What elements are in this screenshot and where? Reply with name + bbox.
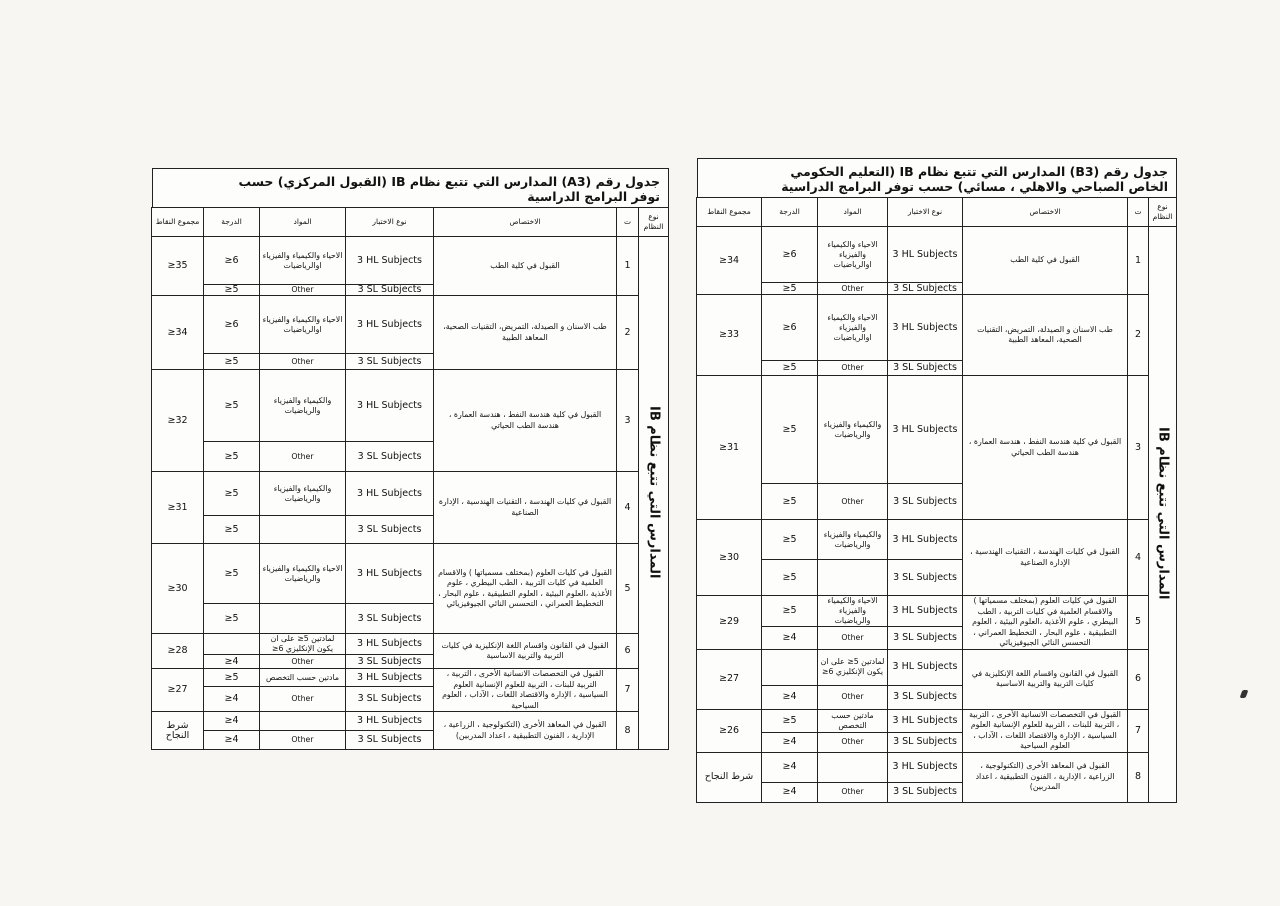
total-points: 34≤ [152,296,204,370]
grade-hl [762,649,818,685]
header-exam-type: نوع الاختبار [346,208,434,237]
header-num: ت [617,208,639,237]
grade-sl: 5≤ [204,354,260,370]
exam-type-sl: 3 SL Subjects [888,283,963,295]
table-b3-grid [696,197,1177,803]
specialization: القبول في كلية الطب [434,237,617,296]
grade-sl: 4≤ [762,685,818,709]
grade-hl: 5≤ [762,596,818,627]
exam-type-hl: 3 HL Subjects [888,227,963,283]
table-row [697,227,1177,283]
row-number: 5 [1128,596,1149,650]
grade-hl: 5≤ [204,472,260,516]
grade-sl: 4≤ [762,782,818,802]
subjects-hl [818,295,888,361]
exam-type-hl: 3 HL Subjects [888,649,963,685]
table-b3 [697,158,1177,803]
subjects-sl: Other [818,685,888,709]
exam-type-hl: 3 HL Subjects [888,295,963,361]
grade-hl: 6≤ [204,296,260,354]
exam-type-hl: 3 HL Subjects [346,296,434,354]
exam-type-hl: 3 HL Subjects [346,544,434,604]
subjects-hl [818,709,888,732]
table-row [152,712,669,731]
row-number: 8 [617,712,639,750]
total-points: 27≤ [152,669,204,712]
exam-type-sl: 3 SL Subjects [888,782,963,802]
row-number: 6 [1128,649,1149,709]
exam-type-sl: 3 SL Subjects [346,687,434,712]
grade-sl: 4≤ [204,655,260,669]
margin-mark [1240,690,1249,698]
exam-type-hl: 3 HL Subjects [888,709,963,732]
grade-sl: 5≤ [762,361,818,376]
exam-type-hl: 3 HL Subjects [888,752,963,782]
row-number: 3 [617,370,639,472]
table-b3-title: جدول رقم (B3) المدارس التي تتبع نظام IB (التعليم الحكومي الخاص الصباحي والاهلي ، مسائي) حسب توفر البرامج الدراسية [697,158,1177,197]
grade-sl: 5≤ [204,285,260,296]
table-row [697,295,1177,361]
specialization: القبول في كليات العلوم (بمختلف مسمياتها ) والاقسام العلمية في كليات التربية ، الطب البيطري ، علوم الأغذية ،العلوم البيئية ، العلوم التطبيقية ، علوم البحار ، التخطيط العمراني ، التحسس النائي الجيوفيزيائي [434,544,617,634]
grade-hl: 4≤ [204,712,260,731]
total-points: 30≤ [697,520,762,596]
exam-type-sl: 3 SL Subjects [346,285,434,296]
table-row [152,237,669,285]
subjects-hl [818,227,888,283]
subjects-hl-text: الاحياء والكيمياء والفيزياء اوالرياضيات [262,250,343,270]
specialization: طب الاسنان و الصيدلة، التمريض، التقنيات الصحية، المعاهد الطبية [434,296,617,370]
grade-sl: 5≤ [204,604,260,634]
subjects-hl [260,296,346,354]
exam-type-hl: 3 HL Subjects [346,370,434,442]
exam-type-hl: 3 HL Subjects [888,596,963,627]
subjects-sl: Other [260,731,346,750]
total-points: 33≤ [697,295,762,376]
row-number: 1 [1128,227,1149,295]
exam-type-sl: 3 SL Subjects [346,516,434,544]
specialization: القبول في القانون واقسام اللغة الإنكليزية في كليات التربية والتربية الاساسية [963,649,1128,709]
total-points: 30≤ [152,544,204,634]
subjects-hl [260,237,346,285]
header-row [152,208,669,237]
subjects-sl: Other [818,361,888,376]
row-number: 2 [617,296,639,370]
header-subjects: المواد [260,208,346,237]
subjects-sl: Other [818,484,888,520]
specialization: القبول في كليات العلوم (بمختلف مسمياتها ) والاقسام العلمية في كليات التربية ، الطب البيطري ، علوم الأغذية ،العلوم البيئية ، العلوم التطبيقية ، علوم البحار ، التخطيط العمراني ، التحسس النائي الجيوفيزيائي [963,596,1128,650]
specialization: القبول في كلية هندسة النفط ، هندسة العمارة ، هندسة الطب الحياتي [434,370,617,472]
table-row [697,709,1177,732]
total-points: 27≤ [697,649,762,709]
subjects-sl [260,516,346,544]
subjects-hl [818,649,888,685]
subjects-hl-text: الاحياء والكيمياء والفيزياء والرياضيات [827,596,878,626]
grade-hl: 4≤ [762,752,818,782]
header-total: مجموع النقاط [697,198,762,227]
subjects-sl [818,560,888,596]
row-number: 3 [1128,376,1149,520]
table-row [152,472,669,516]
grade-sl: 5≤ [204,442,260,472]
table-row [697,649,1177,685]
subjects-hl-text: مادتين حسب التخصص [831,710,874,730]
row-number: 4 [617,472,639,544]
table-row [697,596,1177,627]
grade-hl: 5≤ [762,376,818,484]
specialization: القبول في القانون واقسام اللغة الإنكليزية في كليات التربية والتربية الاساسية [434,634,617,669]
header-row [697,198,1177,227]
subjects-sl [260,604,346,634]
header-system-type: نوع النظام [639,208,669,237]
subjects-hl-text: لمادتين 5≤ على ان يكون الإنكليزي 6≤ [270,634,335,653]
subjects-hl-text: الاحياء والكيمياء والفيزياء والرياضيات [262,563,343,583]
grade-hl: 6≤ [204,237,260,285]
table-a3 [152,168,669,750]
subjects-sl: Other [818,732,888,752]
grade-sl: 4≤ [762,732,818,752]
subjects-hl [818,596,888,627]
row-number: 2 [1128,295,1149,376]
subjects-hl-text: الاحياء والكيمياء والفيزياء اوالرياضيات [827,312,878,342]
grade-hl: 5≤ [204,544,260,604]
header-grade: الدرجة [762,198,818,227]
table-row [697,376,1177,484]
system-name-cell [639,237,669,750]
grade-hl: 5≤ [762,520,818,560]
exam-type-sl: 3 SL Subjects [346,442,434,472]
subjects-hl-text: والكيمياء والفيزياء والرياضيات [823,419,882,439]
exam-type-hl: 3 HL Subjects [888,520,963,560]
table-row [697,520,1177,560]
subjects-sl: Other [818,283,888,295]
subjects-hl [260,472,346,516]
specialization: القبول في المعاهد الأخرى (التكنولوجية ، الزراعية ، الإدارية ، الفنون التطبيقية ، اعداد المدربين) [434,712,617,750]
row-number: 8 [1128,752,1149,802]
exam-type-sl: 3 SL Subjects [888,685,963,709]
exam-type-sl: 3 SL Subjects [888,484,963,520]
table-a3-title: جدول رقم (A3) المدارس التي تتبع نظام IB (القبول المركزي) حسب توفر البرامج الدراسية [152,168,669,207]
grade-hl: 5≤ [204,669,260,687]
total-points: 32≤ [152,370,204,472]
header-total: مجموع النقاط [152,208,204,237]
subjects-hl [818,520,888,560]
grade-hl: 6≤ [762,227,818,283]
exam-type-hl: 3 HL Subjects [888,376,963,484]
subjects-sl: Other [260,285,346,296]
exam-type-hl: 3 HL Subjects [346,634,434,655]
subjects-hl [260,370,346,442]
header-subjects: المواد [818,198,888,227]
exam-type-sl: 3 SL Subjects [346,655,434,669]
subjects-hl [260,544,346,604]
subjects-hl-text: الاحياء والكيمياء والفيزياء اوالرياضيات [827,239,878,269]
exam-type-hl: 3 HL Subjects [346,237,434,285]
header-grade: الدرجة [204,208,260,237]
row-number: 5 [617,544,639,634]
table-row [152,296,669,354]
grade-hl: 5≤ [762,709,818,732]
system-name-cell [1149,227,1177,803]
exam-type-sl: 3 SL Subjects [888,560,963,596]
total-points: 29≤ [697,596,762,650]
exam-type-hl: 3 HL Subjects [346,669,434,687]
grade-sl: 5≤ [204,516,260,544]
row-number: 7 [617,669,639,712]
subjects-hl [260,669,346,687]
total-points: 31≤ [152,472,204,544]
exam-type-sl: 3 SL Subjects [346,354,434,370]
total-points: 31≤ [697,376,762,520]
subjects-sl: Other [818,782,888,802]
subjects-sl: Other [260,687,346,712]
table-row [152,669,669,687]
specialization: القبول في المعاهد الأخرى (التكنولوجية ، الزراعية ، الإدارية ، الفنون التطبيقية ، اعداد المدربين) [963,752,1128,802]
table-row [697,752,1177,782]
system-name: المدارس التي تتبع نظام IB [646,405,662,579]
grade-sl: 4≤ [204,687,260,712]
subjects-hl-text: والكيمياء والفيزياء والرياضيات [273,483,332,503]
subjects-hl-text: والكيمياء والفيزياء والرياضيات [273,395,332,415]
subjects-hl-text: لمادتين 5≤ على ان يكون الإنكليزي 6≤ [820,657,885,676]
header-num: ت [1128,198,1149,227]
subjects-hl-text: والكيمياء والفيزياء والرياضيات [823,529,882,549]
subjects-sl: Other [260,354,346,370]
exam-type-sl: 3 SL Subjects [888,361,963,376]
specialization: طب الاسنان و الصيدلة، التمريض، التقنيات الصحية، المعاهد الطبية [963,295,1128,376]
subjects-sl: Other [818,627,888,649]
table-row [152,370,669,442]
total-points: شرط النجاح [697,752,762,802]
grade-hl: 5≤ [204,370,260,442]
row-number: 6 [617,634,639,669]
row-number: 1 [617,237,639,296]
total-points: 34≤ [697,227,762,295]
specialization: القبول في كلية الطب [963,227,1128,295]
specialization: القبول في التخصصات الانسانية الأخرى ، التربية ، التربية للبنات ، التربية للعلوم الإنسانية العلوم السياسية ، الإدارة والاقتصاد اللغات ، الآداب ، العلوم السياحية [963,709,1128,752]
row-number: 4 [1128,520,1149,596]
total-points: شرط النجاح [152,712,204,750]
grade-sl: 4≤ [762,627,818,649]
subjects-hl [260,712,346,731]
header-specialization: الاختصاص [963,198,1128,227]
header-system-type: نوع النظام [1149,198,1177,227]
subjects-hl [818,376,888,484]
subjects-sl: Other [260,442,346,472]
grade-hl [204,634,260,655]
table-row [152,634,669,655]
exam-type-sl: 3 SL Subjects [888,732,963,752]
total-points: 28≤ [152,634,204,669]
row-number: 7 [1128,709,1149,752]
exam-type-sl: 3 SL Subjects [346,731,434,750]
specialization: القبول في كليات الهندسة ، التقنيات الهندسية ، الإدارة الصناعية [434,472,617,544]
exam-type-hl: 3 HL Subjects [346,712,434,731]
specialization: القبول في التخصصات الانسانية الأخرى ، التربية ، التربية للبنات ، التربية للعلوم الإنسانية العلوم السياسية ، الإدارة والاقتصاد اللغات ، الآداب ، العلوم السياحية [434,669,617,712]
subjects-sl: Other [260,655,346,669]
table-a3-grid [151,207,669,750]
subjects-hl-text: مادتين حسب التخصص [265,672,340,682]
total-points: 35≤ [152,237,204,296]
grade-sl: 4≤ [204,731,260,750]
exam-type-hl: 3 HL Subjects [346,472,434,516]
specialization: القبول في كليات الهندسة ، التقنيات الهندسية ، الإدارة الصناعية [963,520,1128,596]
header-specialization: الاختصاص [434,208,617,237]
specialization: القبول في كلية هندسة النفط ، هندسة العمارة ، هندسة الطب الحياتي [963,376,1128,520]
grade-hl: 6≤ [762,295,818,361]
subjects-hl-text: الاحياء والكيمياء والفيزياء اوالرياضيات [262,314,343,334]
header-exam-type: نوع الاختبار [888,198,963,227]
total-points: 26≤ [697,709,762,752]
grade-sl: 5≤ [762,283,818,295]
grade-sl: 5≤ [762,560,818,596]
system-name: المدارس التي تتبع نظام IB [1155,427,1171,600]
grade-sl: 5≤ [762,484,818,520]
exam-type-sl: 3 SL Subjects [346,604,434,634]
subjects-hl [260,634,346,655]
table-row [152,544,669,604]
exam-type-sl: 3 SL Subjects [888,627,963,649]
subjects-hl [818,752,888,782]
